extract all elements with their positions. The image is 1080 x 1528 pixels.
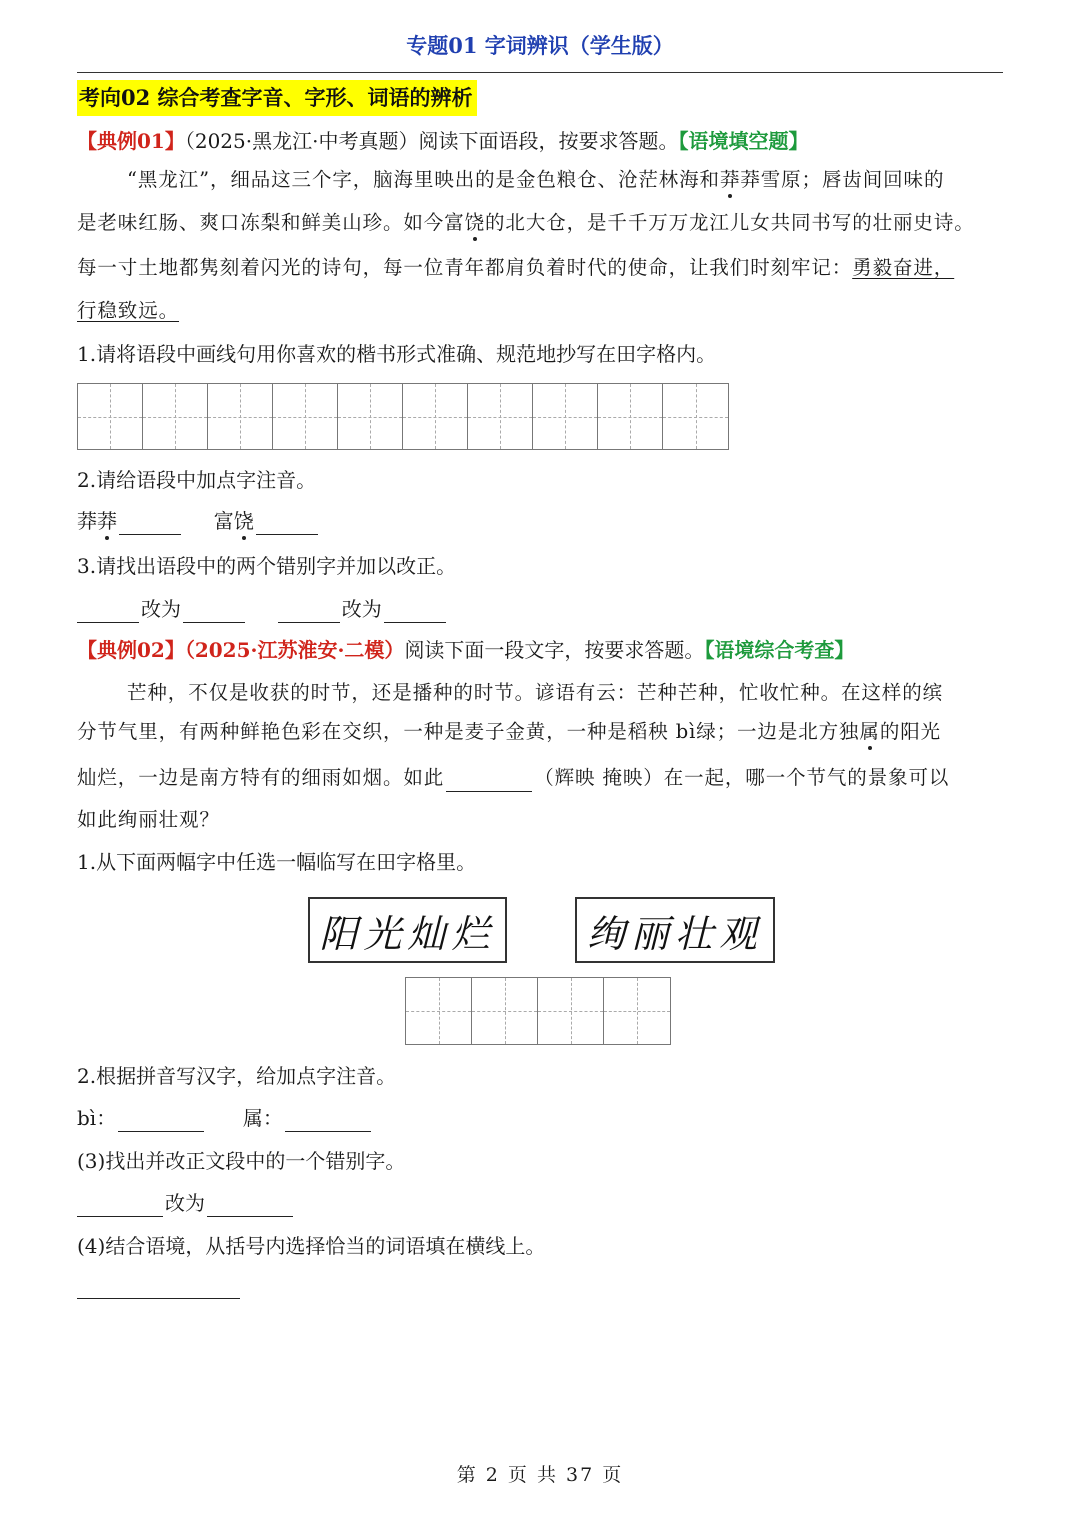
grid-cell[interactable]	[338, 384, 403, 449]
underlined-sentence: 勇毅奋进，	[852, 256, 955, 279]
example1-question1: 1.请将语段中画线句用你喜欢的楷书形式准确、规范地抄写在田字格内。	[77, 342, 717, 366]
example1-type-tag: 【语境填空题】	[678, 129, 809, 153]
calligraphy-sample-1: 阳光灿烂	[308, 897, 507, 963]
example2-question2-answers: bì： 属：	[77, 1104, 373, 1132]
grid-cell[interactable]	[78, 384, 143, 449]
example2-tag: 【典例02】	[77, 638, 185, 662]
example1-passage-line3: 每一寸土地都隽刻着闪光的诗句，每一位青年都肩负着时代的使命，让我们时刻牢记：勇毅奋进，	[77, 256, 955, 279]
tianzige-grid-2	[405, 977, 671, 1045]
grid-cell[interactable]	[663, 384, 728, 449]
example2-question4: (4)结合语境，从括号内选择恰当的词语填在横线上。	[77, 1234, 546, 1258]
grid-cell[interactable]	[208, 384, 273, 449]
example2-question1: 1.从下面两幅字中任选一幅临写在田字格里。	[77, 850, 477, 874]
example1-source: （2025·黑龙江·中考真题）	[184, 129, 419, 153]
dotted-char: 莽	[97, 509, 117, 533]
answer-blank[interactable]	[207, 1194, 293, 1217]
grid-cell[interactable]	[472, 978, 538, 1044]
example2-passage-line4: 如此绚丽壮观？	[77, 808, 220, 831]
grid-cell[interactable]	[604, 978, 670, 1044]
answer-blank[interactable]	[77, 1298, 240, 1299]
grid-cell[interactable]	[406, 978, 472, 1044]
example1-passage-line2: 是老味红肠、爽口冻梨和鲜美山珍。如今富饶的北大仓，是千千万万龙江儿女共同书写的壮丽史诗。	[77, 211, 975, 234]
answer-blank[interactable]	[119, 512, 181, 535]
example1-intro	[77, 127, 808, 155]
example2-question3-answers: 改为	[77, 1189, 295, 1217]
example1-question3-answers: 改为 改为	[77, 595, 448, 623]
grid-cell[interactable]	[598, 384, 663, 449]
grid-cell[interactable]	[143, 384, 208, 449]
page-number: 第 2 页 共 37 页	[456, 1464, 624, 1486]
example2-intro	[77, 636, 854, 664]
answer-blank[interactable]	[446, 769, 532, 792]
example1-instruction: 阅读下面语段，按要求答题。	[418, 129, 679, 153]
answer-blank[interactable]	[256, 512, 318, 535]
dotted-char: 属	[859, 720, 880, 743]
underlined-sentence: 行稳致远。	[77, 299, 180, 322]
example2-instruction: 阅读下面一段文字，按要求答题。	[404, 638, 705, 662]
example1-passage-line1: “黑龙江”，细品这三个字，脑海里映出的是金色粮仓、沧茫林海和莽莽雪原；唇齿间回味的	[127, 168, 945, 191]
answer-blank[interactable]	[77, 600, 139, 623]
answer-blank[interactable]	[118, 1109, 204, 1132]
example1-question3: 3.请找出语段中的两个错别字并加以改正。	[77, 554, 457, 578]
example1-question2: 2.请给语段中加点字注音。	[77, 468, 317, 492]
example1-tag: 【典例01】	[77, 129, 185, 153]
answer-blank[interactable]	[183, 600, 245, 623]
example2-passage-line1: 芒种，不仅是收获的时节，还是播种的时节。谚语有云：芒种芒种，忙收忙种。在这样的缤	[127, 681, 944, 704]
grid-cell[interactable]	[533, 384, 598, 449]
calligraphy-sample-2: 绚丽壮观	[575, 897, 775, 963]
dotted-char: 饶	[464, 211, 486, 234]
tianzige-grid-1	[77, 383, 729, 450]
answer-blank[interactable]	[77, 1194, 163, 1217]
example2-passage-line2: 分节气里，有两种鲜艳色彩在交织，一种是麦子金黄，一种是稻秧 bì绿；一边是北方独属的阳光	[77, 720, 942, 743]
answer-blank[interactable]	[278, 600, 340, 623]
answer-blank[interactable]	[285, 1109, 371, 1132]
grid-cell[interactable]	[273, 384, 338, 449]
grid-cell[interactable]	[468, 384, 533, 449]
example2-type-tag: 【语境综合考查】	[704, 638, 855, 662]
answer-blank[interactable]	[384, 600, 446, 623]
example2-source: （2025·江苏淮安·二模）	[184, 638, 405, 662]
page-header-title: 专题01 字词辨识（学生版）	[406, 33, 674, 58]
example1-passage-line4	[77, 297, 1007, 325]
example1-question2-answers: 莽莽 富饶	[77, 507, 320, 535]
grid-cell[interactable]	[538, 978, 604, 1044]
dotted-char: 莽	[719, 168, 741, 191]
example2-passage-line3: 灿烂，一边是南方特有的细雨如烟。如此 （辉映 掩映）在一起，哪一个节气的景象可以	[77, 764, 1007, 792]
example2-question2: 2.根据拼音写汉字，给加点字注音。	[77, 1064, 397, 1088]
example2-question3: (3)找出并改正文段中的一个错别字。	[77, 1149, 406, 1173]
dotted-char: 饶	[233, 509, 254, 533]
section-heading: 考向02 综合考查字音、字形、词语的辨析	[77, 80, 477, 116]
header-divider	[77, 72, 1003, 73]
grid-cell[interactable]	[403, 384, 468, 449]
